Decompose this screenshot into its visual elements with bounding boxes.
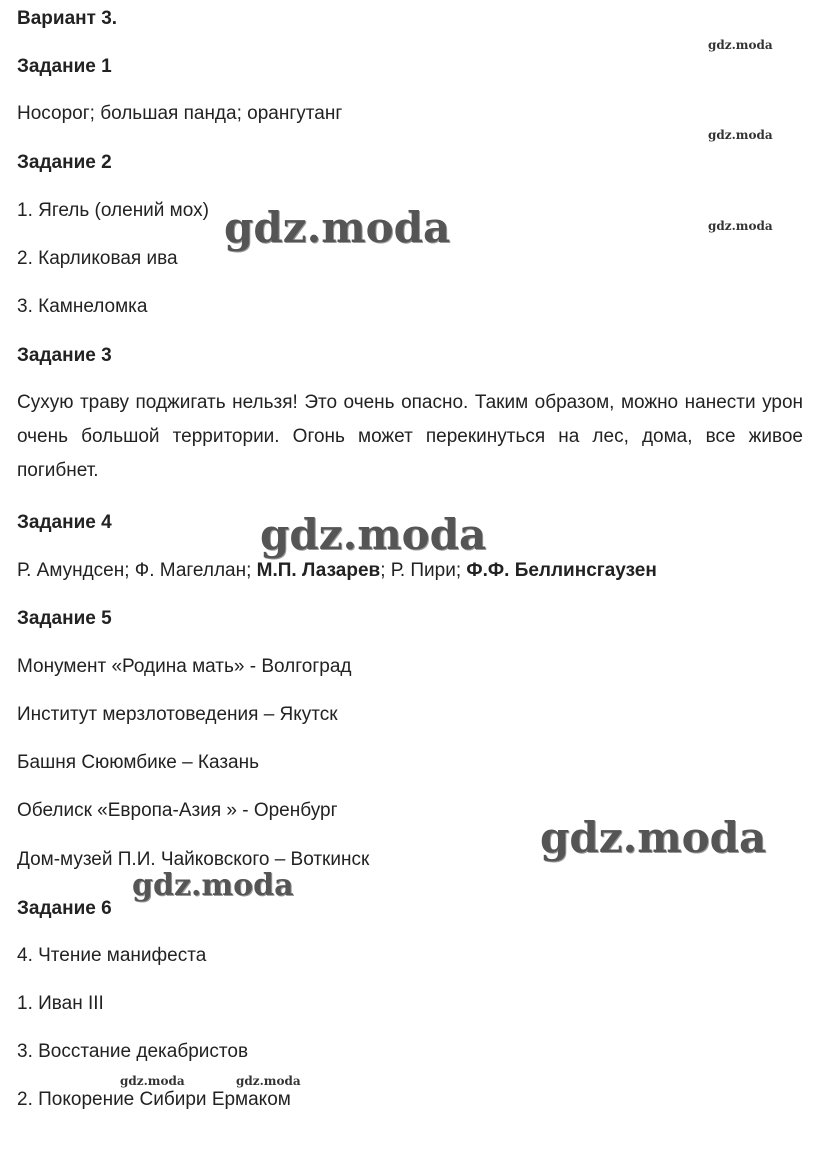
- task2-heading: Задание 2: [17, 152, 112, 173]
- task6-item: 1. Иван III: [17, 993, 104, 1014]
- watermark: gdz.moda: [132, 868, 294, 903]
- watermark: gdz.moda: [224, 203, 451, 252]
- task4-heading: Задание 4: [17, 512, 112, 533]
- task4-name-bold: Ф.Ф. Беллинсгаузен: [466, 560, 657, 581]
- task5-item: Обелиск «Европа-Азия » - Оренбург: [17, 800, 338, 821]
- task4-name: ; Р. Пири;: [380, 560, 467, 581]
- task4-answer: [17, 560, 657, 582]
- task6-heading: Задание 6: [17, 898, 112, 919]
- task5-heading: Задание 5: [17, 608, 112, 629]
- task2-item: 2. Карликовая ива: [17, 248, 178, 269]
- task6-item: 4. Чтение манифеста: [17, 945, 207, 966]
- watermark: gdz.moda: [260, 510, 487, 559]
- task4-name: Р. Амундсен;: [17, 560, 135, 581]
- watermark: gdz.moda: [236, 1074, 301, 1088]
- task5-item: Институт мерзлотоведения – Якутск: [17, 704, 338, 725]
- document-title: Вариант 3.: [17, 8, 118, 29]
- task5-item: Монумент «Родина мать» - Волгоград: [17, 656, 352, 677]
- watermark: gdz.moda: [540, 813, 767, 862]
- watermark: gdz.moda: [708, 38, 773, 52]
- watermark: gdz.moda: [708, 128, 773, 142]
- task4-name: Ф. Магеллан;: [134, 560, 257, 581]
- task2-item: 1. Ягель (олений мох): [17, 200, 209, 221]
- task3-heading: Задание 3: [17, 345, 112, 366]
- task1-heading: Задание 1: [17, 56, 112, 77]
- task5-item: Башня Сююмбике – Казань: [17, 752, 259, 773]
- task1-answer: Носорог; большая панда; орангутанг: [17, 103, 343, 124]
- task3-text: Сухую траву поджигать нельзя! Это очень опасно. Таким образом, можно нанести урон очень большой территории. Огонь может перекинуться на лес, дома, все живое погибнет.: [17, 392, 803, 481]
- task6-item: 2. Покорение Сибири Ермаком: [17, 1089, 291, 1110]
- watermark: gdz.moda: [120, 1074, 185, 1088]
- task2-item: 3. Камнеломка: [17, 296, 148, 317]
- task5-item: Дом-музей П.И. Чайковского – Воткинск: [17, 849, 370, 870]
- watermark: gdz.moda: [708, 219, 773, 233]
- task6-item: 3. Восстание декабристов: [17, 1041, 249, 1062]
- task4-name-bold: М.П. Лазарев: [256, 560, 381, 581]
